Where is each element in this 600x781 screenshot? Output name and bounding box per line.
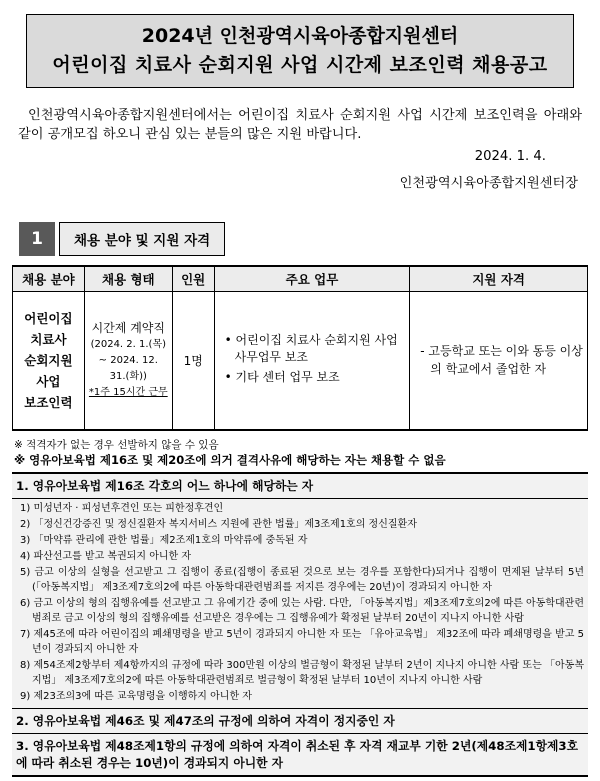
employment-period-end: ~ 2024. 12. [98, 355, 158, 367]
list-item: 3) 「마약류 관리에 관한 법률」제2조제1호의 마약류에 중독된 자 [20, 535, 308, 546]
employment-period-end-date: 31.(화)) [109, 371, 147, 383]
list-item: 7) 제45조에 따라 어린이집의 폐쇄명령을 받고 5년이 경과되지 아니한 자 또는 「유아교육법」 제32조에 따라 폐쇄명령을 받고 5년이 경과되지 아니한 자 [20, 629, 585, 655]
announcement-date: 2024. 1. 4. [474, 149, 546, 164]
list-item: 9) 제23조의3에 따른 교육명령을 이행하지 아니한 자 [20, 691, 252, 702]
section-number: 1 [19, 222, 55, 256]
disqualification-items [12, 498, 588, 708]
list-item: 8) 제54조제2항부터 제4항까지의 규정에 따라 300만원 이상의 벌금형이 확정된 날부터 2년이 지나지 아니한 사람 또는 「아동복지법」 제3조제7호의2에 따른 아동학대관련범죄로 벌금형이 확정된 날부터 10년이 지나지 아니한 사람 [20, 660, 584, 686]
page-subtitle: 어린이집 치료사 순회지원 사업 시간제 보조인력 채용공고 [52, 54, 548, 76]
note-disqualification: ※ 영유아보육법 제16조 및 제20조에 의거 결격사유에 해당하는 자는 채용할 수 없음 [14, 453, 446, 467]
headcount-cell: 1명 [172, 291, 214, 430]
header-field: 채용 분야 [13, 266, 85, 291]
document-page [0, 14, 600, 781]
recruitment-table [12, 265, 588, 431]
duty-item: • 기타 센터 업무 보조 [224, 369, 340, 384]
disqualification-category-2: 2. 영유아보육법 제46조 및 제47조의 규정에 의하여 자격이 정지중인 자 [12, 708, 588, 733]
list-item: 5) 금고 이상의 실형을 선고받고 그 집행이 종료(집행이 종료된 것으로 보는 경우를 포함한다)되거나 집행이 면제된 날부터 5년(「아동복지법」 제3조제7호의2에 따른 아동학대관련범죄를 저지른 경우에는 20년)이 경과되지 아니한 자 [20, 567, 584, 593]
intro-text: 인천광역시육아종합지원센터에서는 어린이집 치료사 순회지원 사업 시간제 보조인력을 아래와 같이 공개모집 하오니 관심 있는 분들의 많은 지원 바랍니다. [18, 108, 582, 142]
notes-block [12, 438, 588, 468]
disqualification-box [12, 472, 588, 777]
table-header-row [13, 266, 588, 291]
list-item: 4) 파산선고를 받고 복권되지 아니한 자 [20, 551, 192, 562]
title-box [26, 14, 574, 88]
employment-type: 시간제 계약직 [91, 321, 165, 336]
section-title: 채용 분야 및 지원 자격 [59, 222, 225, 256]
section-heading [19, 222, 588, 256]
header-qualification: 지원 자격 [410, 266, 588, 291]
qualification-text: - 고등학교 또는 이와 동등 이상의 학교에서 졸업한 자 [420, 344, 583, 377]
weekly-hours: *1주 15시간 근무 [88, 387, 168, 399]
list-item: 1) 미성년자 · 피성년후견인 또는 피한정후견인 [20, 503, 224, 514]
duties-cell [214, 291, 410, 430]
field-cell [13, 291, 85, 430]
header-type: 채용 형태 [84, 266, 172, 291]
disqualification-category-3: 3. 영유아보육법 제48조제1항의 규정에 의하여 자격이 취소된 후 자격 재교부 기한 2년(제48조제1항제3호에 따라 취소된 경우는 10년)이 경과되지 아니한 자 [12, 733, 588, 775]
header-count: 인원 [172, 266, 214, 291]
field-line: 어린이집 [24, 310, 73, 326]
list-item: 6) 금고 이상의 형의 집행유예를 선고받고 그 유예기간 중에 있는 사람. 다만, 「아동복지법」제3조제7호의2에 따른 아동학대관련범죄로 금고 이상의 형의 집행유예를 선고받은 경우에는 그 집행유예가 확정된 날부터 20년이 지나지 아니한 사람 [20, 598, 584, 624]
duty-item: • 어린이집 치료사 순회지원 사업 사무업무 보조 [224, 332, 398, 364]
field-line: 보조인력 [24, 394, 73, 410]
issuer-name: 인천광역시육아종합지원센터장 [399, 176, 578, 191]
disqualification-category-1: 1. 영유아보육법 제16조 각호의 어느 하나에 해당하는 자 [16, 479, 314, 493]
page-title: 2024년 인천광역시육아종합지원센터 [141, 25, 459, 47]
header-duties: 주요 업무 [214, 266, 410, 291]
table-row [13, 291, 588, 430]
qualification-cell [410, 291, 588, 430]
employment-type-cell [84, 291, 172, 430]
field-line: 치료사 [30, 331, 67, 347]
note-no-candidate: ※ 적격자가 없는 경우 선발하지 않을 수 있음 [14, 439, 219, 451]
field-line: 사업 [36, 373, 61, 389]
field-line: 순회지원 [24, 352, 73, 368]
employment-period-start: (2024. 2. 1.(목) [90, 339, 167, 351]
intro-block [12, 106, 588, 144]
list-item: 2) 「정신건강증진 및 정신질환자 복지서비스 지원에 관한 법률」제3조제1호의 정신질환자 [20, 519, 417, 530]
